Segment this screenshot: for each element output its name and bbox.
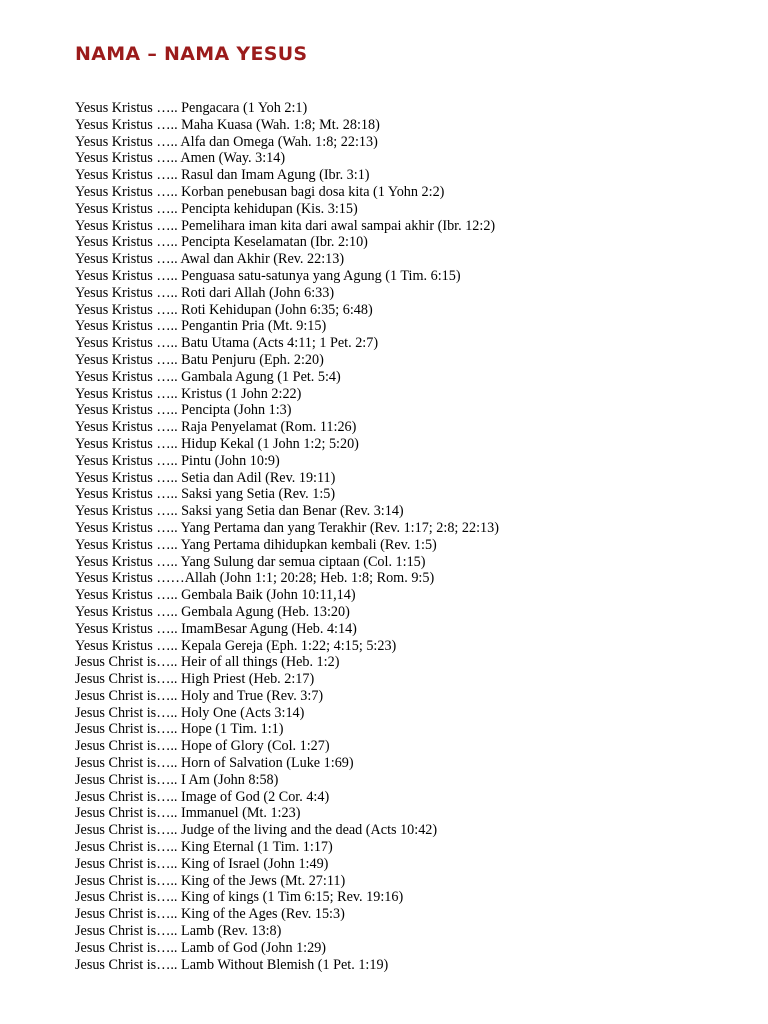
list-item: Yesus Kristus ….. Pencipta (John 1:3): [75, 402, 292, 419]
list-item: Yesus Kristus ….. Gambala Agung (1 Pet. 5:4): [75, 368, 341, 385]
list-item: Yesus Kristus ….. Pemelihara iman kita dari awal sampai akhir (Ibr. 12:2): [75, 217, 496, 234]
list-item: Yesus Kristus ….. Saksi yang Setia dan Benar (Rev. 3:14): [75, 503, 404, 520]
list-item: Jesus Christ is….. King Eternal (1 Tim. 1:17): [75, 839, 333, 856]
page-title: NAMA – NAMA YESUS: [75, 43, 308, 65]
list-item: Jesus Christ is….. I Am (John 8:58): [75, 771, 279, 788]
list-item: Yesus Kristus ….. Maha Kuasa (Wah. 1:8; Mt. 28:18): [75, 116, 380, 133]
list-item: Yesus Kristus ….. Pintu (John 10:9): [75, 452, 280, 469]
list-item: Jesus Christ is….. King of the Ages (Rev. 15:3): [75, 906, 345, 923]
list-item: Jesus Christ is….. King of the Jews (Mt. 27:11): [75, 872, 346, 889]
list-item: Yesus Kristus ….. Pencipta kehidupan (Kis. 3:15): [75, 200, 358, 217]
list-item: Yesus Kristus ….. Gembala Baik (John 10:11,14): [75, 587, 356, 604]
list-item: Jesus Christ is….. Holy and True (Rev. 3:7): [75, 687, 324, 704]
list-item: Jesus Christ is….. King of Israel (John 1:49): [75, 855, 329, 872]
list-item: Yesus Kristus ….. Alfa dan Omega (Wah. 1:8; 22:13): [75, 133, 378, 150]
list-item: Jesus Christ is….. Lamb Without Blemish (1 Pet. 1:19): [75, 956, 389, 973]
list-item: Jesus Christ is….. Horn of Salvation (Luke 1:69): [75, 755, 354, 772]
list-item: Jesus Christ is….. High Priest (Heb. 2:17): [75, 671, 315, 688]
list-item: Yesus Kristus ….. Roti dari Allah (John 6:33): [75, 284, 335, 301]
list-item: Yesus Kristus ….. Kepala Gereja (Eph. 1:22; 4:15; 5:23): [75, 637, 397, 654]
list-item: Yesus Kristus ….. Kristus (1 John 2:22): [75, 385, 302, 402]
list-item: Yesus Kristus ….. Yang Pertama dan yang Terakhir (Rev. 1:17; 2:8; 22:13): [75, 519, 499, 536]
list-item: Jesus Christ is….. Lamb (Rev. 13:8): [75, 923, 282, 940]
list-item: Jesus Christ is….. Judge of the living and the dead (Acts 10:42): [75, 822, 438, 839]
list-item: Yesus Kristus ….. Setia dan Adil (Rev. 19:11): [75, 469, 336, 486]
list-item: Jesus Christ is….. Hope (1 Tim. 1:1): [75, 721, 284, 738]
list-item: Jesus Christ is….. Immanuel (Mt. 1:23): [75, 805, 301, 822]
list-item: Yesus Kristus ……Allah (John 1:1; 20:28; Heb. 1:8; Rom. 9:5): [75, 570, 435, 587]
list-item: Jesus Christ is….. Hope of Glory (Col. 1:27): [75, 738, 330, 755]
list-item: Jesus Christ is….. Holy One (Acts 3:14): [75, 704, 305, 721]
list-item: Jesus Christ is….. Image of God (2 Cor. 4:4): [75, 788, 330, 805]
list-item: Yesus Kristus ….. Yang Sulung dar semua ciptaan (Col. 1:15): [75, 553, 426, 570]
names-list: [75, 100, 755, 973]
list-item: Yesus Kristus ….. Roti Kehidupan (John 6:35; 6:48): [75, 301, 373, 318]
list-item: Yesus Kristus ….. Raja Penyelamat (Rom. 11:26): [75, 419, 357, 436]
list-item: Yesus Kristus ….. Hidup Kekal (1 John 1:2; 5:20): [75, 435, 359, 452]
list-item: Yesus Kristus ….. Pengacara (1 Yoh 2:1): [75, 100, 308, 116]
list-item: Yesus Kristus ….. Pencipta Keselamatan (Ibr. 2:10): [75, 234, 368, 251]
list-item: Yesus Kristus ….. ImamBesar Agung (Heb. 4:14): [75, 620, 357, 637]
list-item: Jesus Christ is….. King of kings (1 Tim 6:15; Rev. 19:16): [75, 889, 404, 906]
list-item: Jesus Christ is….. Lamb of God (John 1:29): [75, 939, 327, 956]
list-item: Yesus Kristus ….. Yang Pertama dihidupkan kembali (Rev. 1:5): [75, 536, 437, 553]
list-item: Yesus Kristus ….. Amen (Way. 3:14): [75, 150, 286, 167]
list-item: Yesus Kristus ….. Batu Utama (Acts 4:11; 1 Pet. 2:7): [75, 335, 379, 352]
list-item: Yesus Kristus ….. Korban penebusan bagi dosa kita (1 Yohn 2:2): [75, 183, 445, 200]
list-item: Yesus Kristus ….. Batu Penjuru (Eph. 2:20): [75, 351, 324, 368]
list-item: Jesus Christ is….. Heir of all things (Heb. 1:2): [75, 654, 340, 671]
list-item: Yesus Kristus ….. Saksi yang Setia (Rev. 1:5): [75, 486, 336, 503]
list-item: Yesus Kristus ….. Pengantin Pria (Mt. 9:15): [75, 318, 327, 335]
list-item: Yesus Kristus ….. Penguasa satu-satunya yang Agung (1 Tim. 6:15): [75, 267, 461, 284]
list-item: Yesus Kristus ….. Rasul dan Imam Agung (Ibr. 3:1): [75, 167, 370, 184]
list-item: Yesus Kristus ….. Gembala Agung (Heb. 13:20): [75, 603, 350, 620]
list-item: Yesus Kristus ….. Awal dan Akhir (Rev. 22:13): [75, 251, 345, 268]
